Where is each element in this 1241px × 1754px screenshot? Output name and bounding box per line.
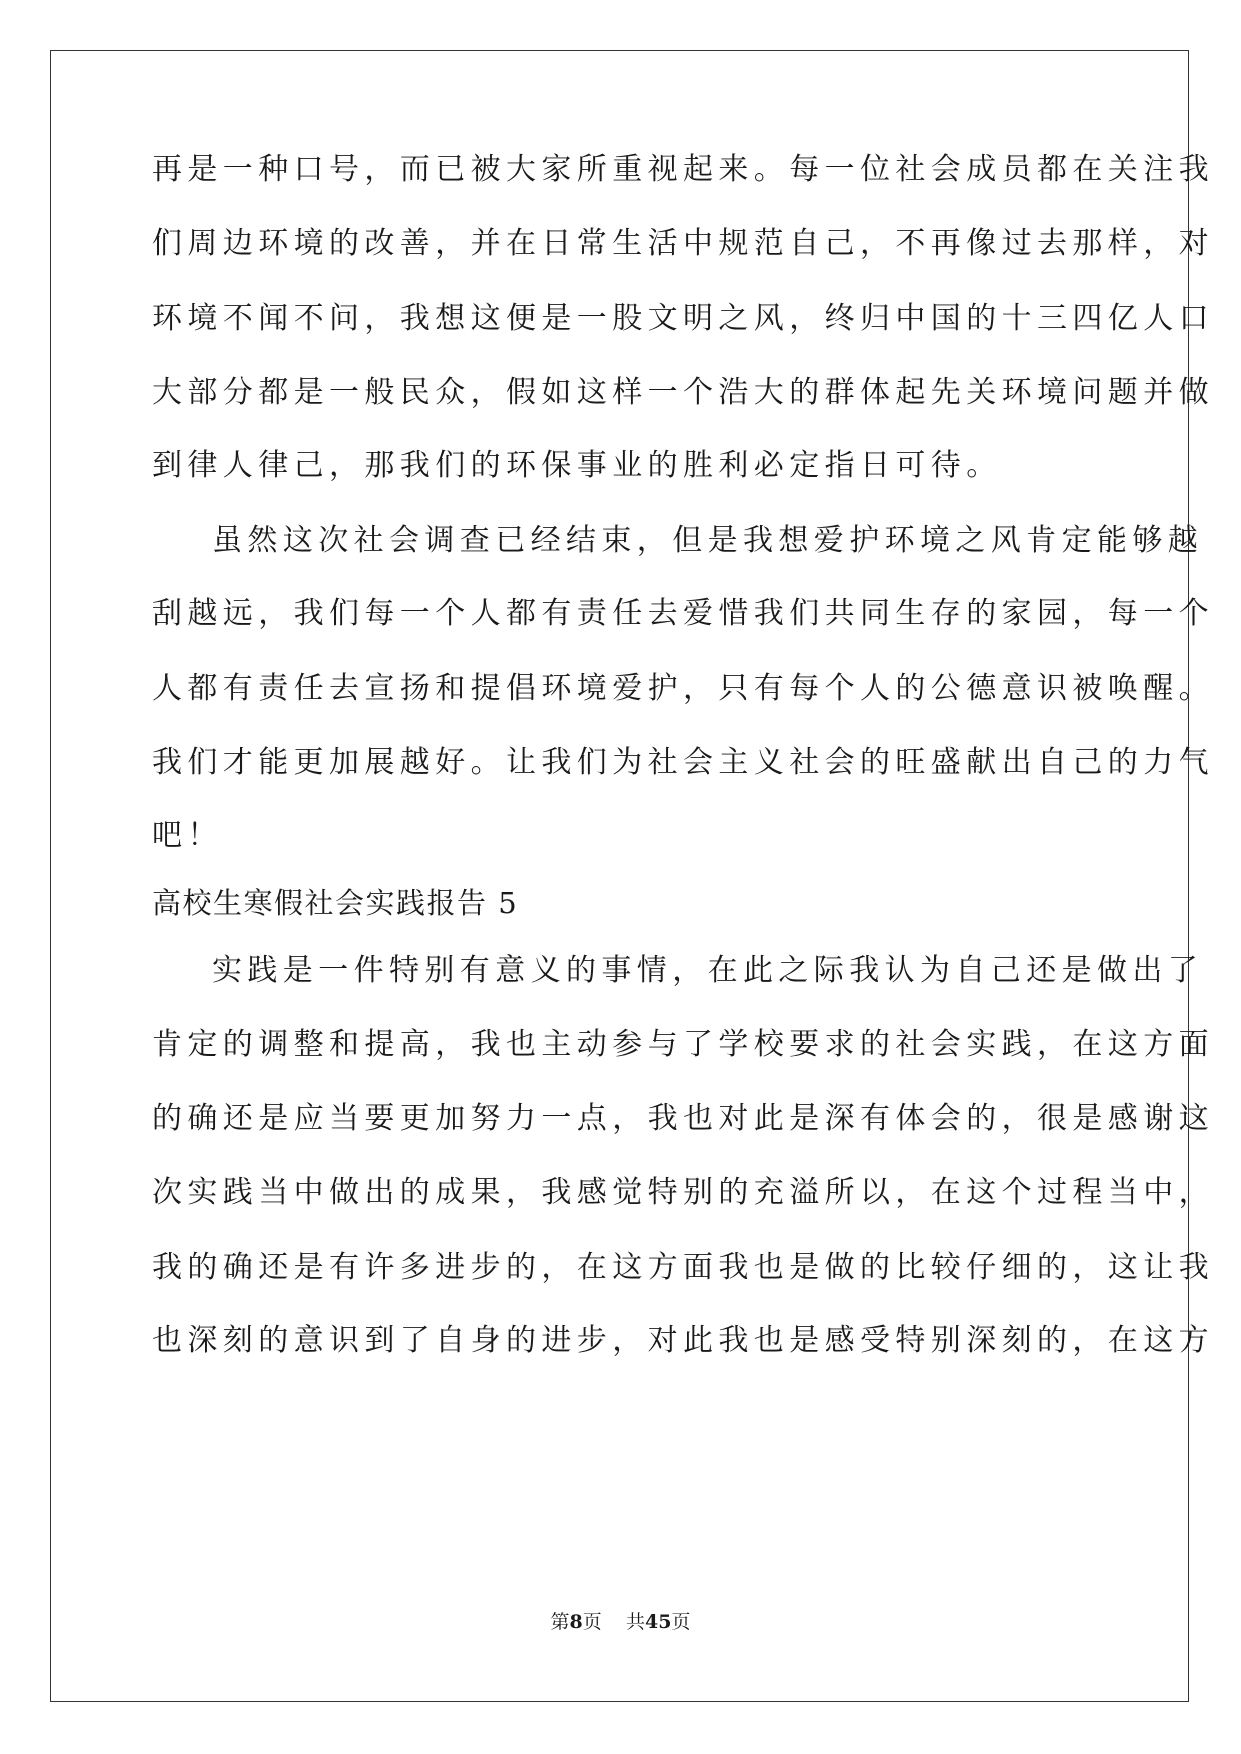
page-number: 8 [569,1611,583,1633]
text-line: 的确还是应当要更加努力一点，我也对此是深有体会的，很是感谢这 [152,1101,1214,1136]
text-line: 吧！ [152,818,223,853]
text-line: 们周边环境的改善，并在日常生活中规范自己，不再像过去那样，对 [152,226,1214,261]
text-line: 人都有责任去宣扬和提倡环境爱护，只有每个人的公德意识被唤醒。 [152,671,1214,706]
page-prefix: 第 [550,1611,570,1633]
total-pages: 45 [644,1611,672,1633]
paragraph-start-line: 虽然这次社会调查已经结束，但是我想爱护环境之风肯定能够越 [212,523,1204,558]
text-line: 环境不闻不问，我想这便是一股文明之风，终归中国的十三四亿人口 [152,301,1214,336]
page-border [50,50,1189,1702]
page-suffix: 页 [582,1611,602,1633]
text-line: 我的确还是有许多进步的，在这方面我也是做的比较仔细的，这让我 [152,1250,1214,1285]
text-line: 再是一种口号，而已被大家所重视起来。每一位社会成员都在关注我 [152,152,1214,187]
text-line: 也深刻的意识到了自身的进步，对此我也是感受特别深刻的，在这方 [152,1323,1214,1358]
paragraph-start-line: 实践是一件特别有意义的事情，在此之际我认为自己还是做出了 [212,953,1204,988]
text-line: 到律人律己，那我们的环保事业的胜利必定指日可待。 [152,448,1002,483]
text-line: 次实践当中做出的成果，我感觉特别的充溢所以，在这个过程当中， [152,1175,1214,1210]
total-suffix: 页 [671,1611,691,1633]
text-line: 刮越远，我们每一个人都有责任去爱惜我们共同生存的家园，每一个 [152,596,1214,631]
total-prefix: 共 [625,1611,645,1633]
text-line: 大部分都是一般民众，假如这样一个浩大的群体起先关环境问题并做 [152,375,1214,410]
page-footer [0,1610,1241,1634]
section-heading: 高校生寒假社会实践报告 5 [152,886,519,920]
text-line: 我们才能更加展越好。让我们为社会主义社会的旺盛献出自己的力气 [152,745,1214,780]
text-line: 肯定的调整和提高，我也主动参与了学校要求的社会实践，在这方面 [152,1027,1214,1062]
